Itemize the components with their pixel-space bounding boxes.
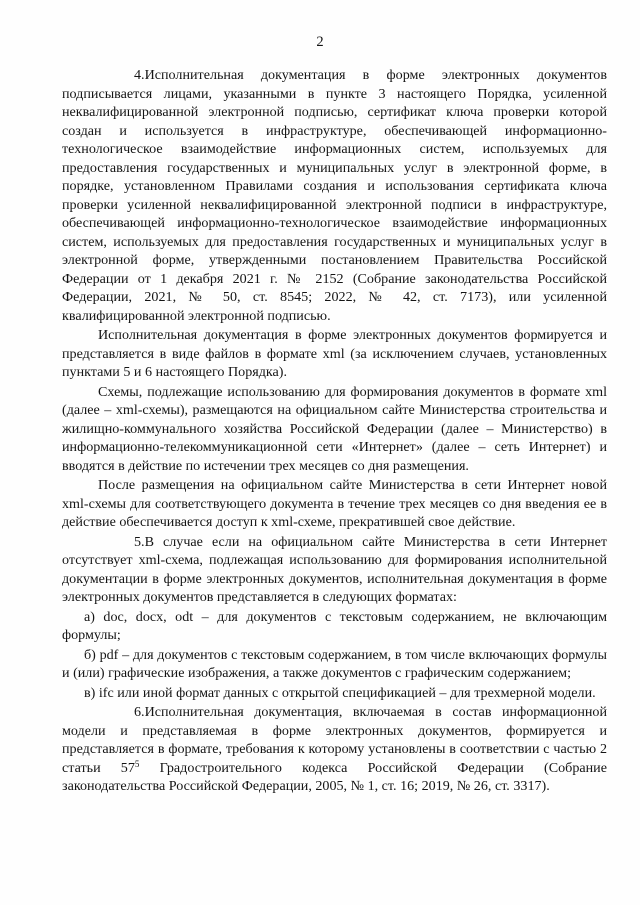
paragraph-text: После размещения на официальном сайте Министерства в сети Интернет новой xml-схемы для соответствующего документа в течение трех месяцев со дня введения ее в действие обеспечивается доступ к xml-схеме, прекратившей свое действие.	[62, 477, 607, 530]
paragraph-item-4	[62, 66, 607, 325]
paragraph-xml-schema-access	[62, 476, 607, 532]
paragraph-text: Градостроительного кодекса Российской Федерации (Собрание законодательства Российской Федерации, 2005, № 1, ст. 16; 2019, № 26, ст. 3317).	[62, 759, 607, 794]
paragraph-text: Исполнительная документация, включаемая в состав информационной модели и представляемая в форме электронных документов, формируется и представляется в формате, требования к которому установлены в соответствии с частью 2 статьи 57	[62, 704, 607, 776]
document-body	[62, 66, 607, 797]
paragraph-xml-format	[62, 326, 607, 382]
paragraph-text: б) pdf – для документов с текстовым содержанием, в том числе включающих формулы и (или) графические изображения, а также документов с графическим содержанием;	[62, 646, 607, 681]
superscript: 5	[134, 758, 140, 769]
paragraph-text: В случае если на официальном сайте Министерства в сети Интернет отсутствует xml-схема, подлежащая использованию для формирования исполнительной документации в форме электронных документов, исполнительная документация в форме электронных документов представляется в следующих форматах:	[62, 533, 607, 605]
paragraph-text: в) ifc или иной формат данных с открытой спецификацией – для трехмерной модели.	[84, 684, 596, 701]
paragraph-item-5	[62, 533, 607, 607]
item-number: 5.	[134, 533, 145, 550]
paragraph-xml-schemas	[62, 383, 607, 476]
paragraph-item-6	[62, 703, 607, 796]
item-number: 4.	[134, 67, 145, 83]
paragraph-text: Исполнительная документация в форме электронных документов формируется и представляется в виде файлов в формате xml (за исключением случаев, установленных пунктами 5 и 6 настоящего Порядка).	[62, 327, 607, 380]
paragraph-text: Схемы, подлежащие использованию для формирования документов в формате xml (далее – xml-схемы), размещаются на официальном сайте Министерства строительства и жилищно-коммунального хозяйства Российской Федерации (далее – Министерство) в информационно-телекоммуникационной сети «Интернет» (далее – сеть Интернет) и вводятся в действие по истечении трех месяцев со дня размещения.	[62, 383, 607, 474]
paragraph-text: а) doc, docx, odt – для документов с текстовым содержанием, не включающим формулы;	[62, 608, 607, 643]
paragraph-subitem-b	[62, 646, 607, 683]
paragraph-subitem-a	[62, 608, 607, 645]
item-number: 6.	[134, 704, 145, 720]
paragraph-subitem-c	[62, 684, 607, 703]
paragraph-text: Исполнительная документация в форме электронных документов подписывается лицами, указанными в пункте 3 настоящего Порядка, усиленной неквалифицированной электронной подписью, сертификат ключа проверки которой создан и используется в инфраструктуре, обеспечивающей информационно-технологическое взаимодействие информационных систем, используемых для предоставления государственных и муниципальных услуг в электронной форме, в порядке, установленном Правилами создания и использования сертификата ключа проверки усиленной неквалифицированной электронной подписи в инфраструктуре, обеспечивающей информационно-технологическое взаимодействие информационных систем, используемых для предоставления государственных и муниципальных услуг в электронной форме, утвержденными постановлением Правительства Российской Федерации от 1 декабря 2021 г. № 2152 (Собрание законодательства Российской Федерации, 2021, № 50, ст. 8545; 2022, № 42, ст. 7173), или усиленной квалифицированной электронной подписью.	[62, 67, 607, 324]
page-number: 2	[316, 34, 324, 50]
